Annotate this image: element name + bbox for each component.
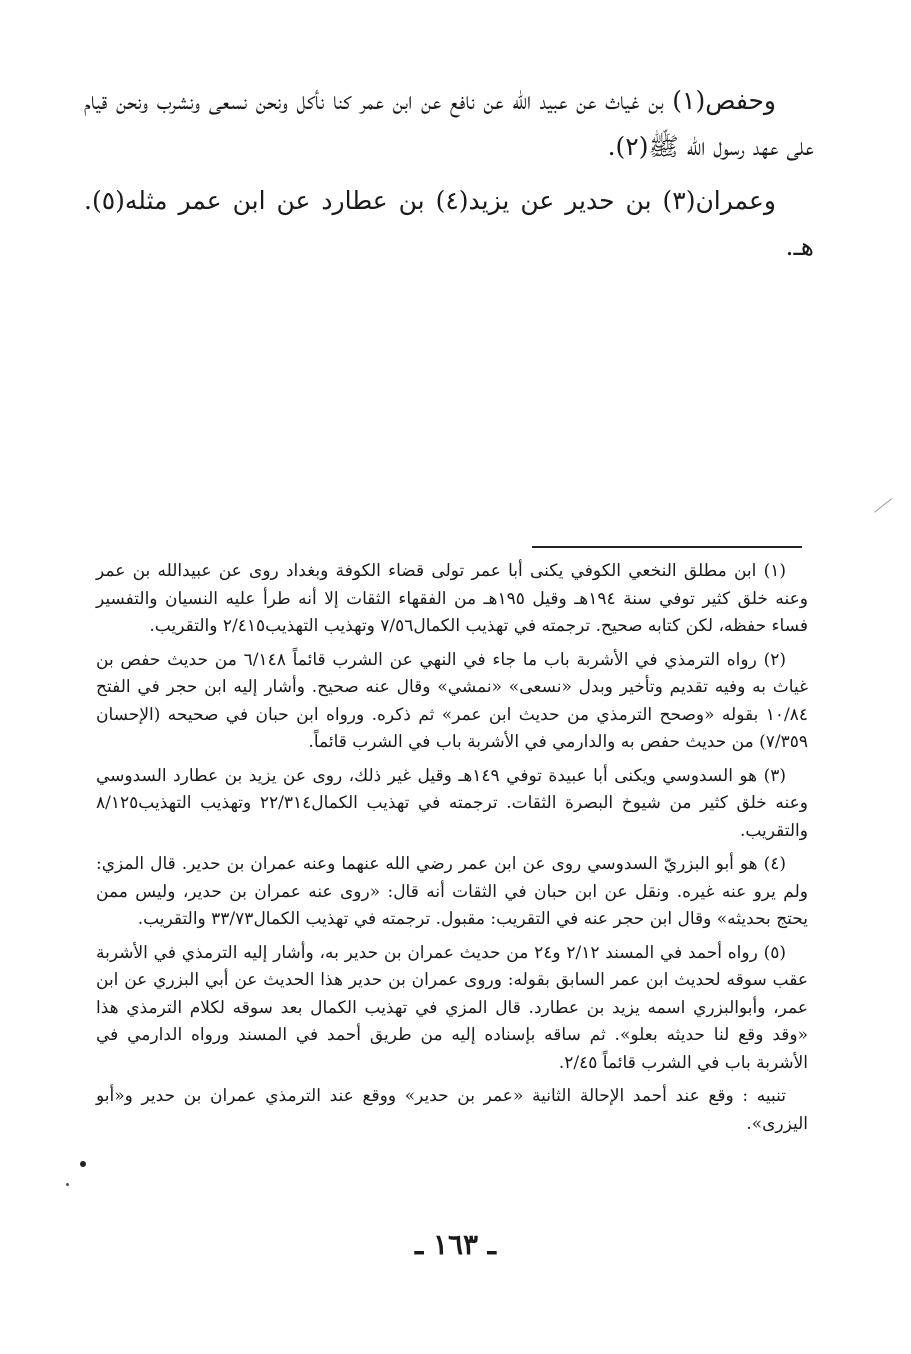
footnotes	[96, 558, 808, 1138]
footnote-divider	[532, 546, 802, 548]
editor-note: تنبيه : وقع عند أحمد الإحالة الثانية «عمر بن حدير» ووقع عند الترمذي عمران بن حدير و«أبو اليزرى».	[96, 1086, 808, 1134]
main-paragraph: وعمران(٣) بن حدير عن يزيد(٤) بن عطارد عن ابن عمر مثله(٥). هـ.	[84, 186, 814, 261]
footnote-5: (٥) رواه أحمد في المسند ٢/١٢ و٢٤ من حديث عمران بن حدير به، وأشار إليه الترمذي في الأشربة عقب سوقه لحديث ابن عمر السابق بقوله: وروى عمران بن حدير هذا الحديث عن أبي البزري عن ابن عمر، وأبوالبزري اسمه يزيد بن عطارد. قال المزي في تهذيب الكمال بعد سوقه لكلام الترمذي هذا «وقد وقع لنا حديثه بعلو». ثم ساقه بإسناده إليه من طريق أحمد في المسند ورواه الدارمي في الأشربة باب في الشرب قائماً ٢/٤٥.	[96, 942, 808, 1073]
footnote-1: (١) ابن مطلق النخعي الكوفي يكنى أبا عمر تولى قضاء الكوفة وبغداد روى عن عبيدالله بن عمر وعنه خلق كثير توفي سنة ١٩٤هـ وقيل ١٩٥هـ من الفقهاء الثقات إلا أنه طرأ عليه النسيان والتفسير فساء حفظه، لكن كتابه صحيح. ترجمته في تهذيب الكمال٧/٥٦ وتهذيب التهذيب٢/٤١٥ والتقريب.	[96, 561, 808, 636]
page-number: ـ ١٦٣ ـ	[414, 1228, 497, 1261]
footnote-4: (٤) هو أبو البزريّ السدوسي روى عن ابن عمر رضي الله عنهما وعنه عمران بن حدير. قال المزي: ولم يرو عنه غيره. ونقل عن ابن حبان في الثقات أنه قال: «روى عنه عمران بن حدير، وليس ممن يحتج بحديثه» وقال ابن حجر عنه في التقريب: مقبول. ترجمته في تهذيب الكمال٣٣/٧٣ والتقريب.	[96, 854, 808, 929]
margin-pencil-mark	[874, 498, 892, 512]
footnote-2: (٢) رواه الترمذي في الأشربة باب ما جاء في النهي عن الشرب قائماً ٦/١٤٨ من حديث حفص بن غياث به وفيه تقديم وتأخير وبدل «نسعى» «نمشي» وقال عنه صحيح. وأشار إليه ابن حجر في الفتح ١٠/٨٤ بقوله «وصحح الترمذي من حديث ابن عمر» ثم ذكره. ورواه ابن حبان في صحيحه (الإحسان ٧/٣٥٩) من حديث حفص به والدارمي في الأشربة باب في الشرب قائماً.	[96, 649, 808, 752]
footnote-3: (٣) هو السدوسي ويكنى أبا عبيدة توفي ١٤٩هـ وقيل غير ذلك، روى عن يزيد بن عطارد السدوسي وعنه خلق كثير من شيوخ البصرة الثقات. ترجمته في تهذيب الكمال٢٢/٣١٤ وتهذيب التهذيب٨/١٢٥ والتقريب.	[96, 765, 808, 841]
main-text	[84, 78, 814, 270]
margin-speck	[66, 1183, 69, 1186]
margin-dot	[80, 1161, 86, 1167]
main-paragraph: وحفص(١) بن غياث عن عبيد الله عن نافع عن ابن عمر كنا نأكل ونحن نسعى ونشرب ونحن قيام على عهد رسول الله ﷺ(٢).	[84, 86, 814, 161]
